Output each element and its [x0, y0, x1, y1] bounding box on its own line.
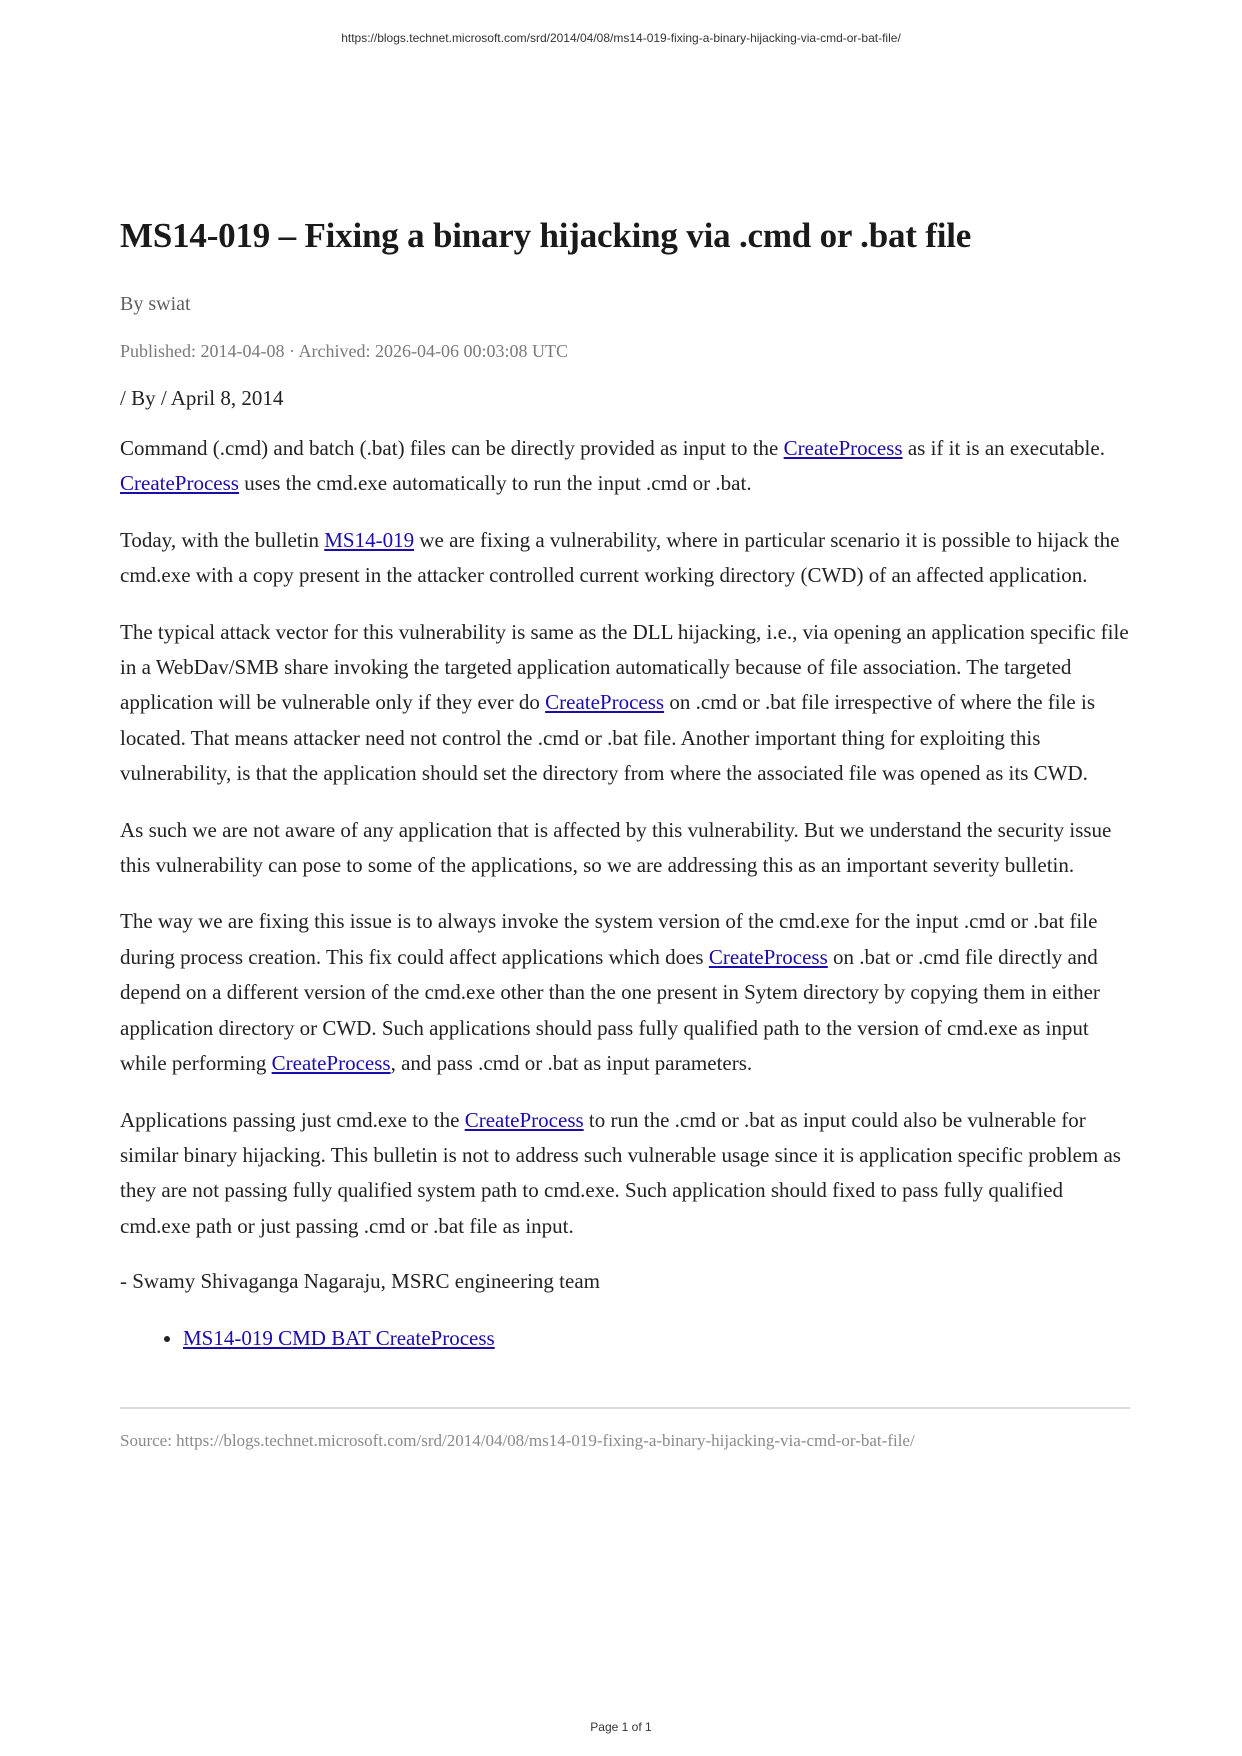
list-item [183, 1321, 1130, 1356]
dateline: / By / April 8, 2014 [120, 386, 284, 410]
byline: By swiat [120, 293, 191, 315]
text-segment: we are fixing a vulnerability, where in particular scenario it is possible to hijack the cmd.exe with a copy present in the attacker controlled current working directory (CWD) of an affected application. [120, 527, 1120, 588]
page-number: Page 1 of 1 [590, 1720, 652, 1734]
paragraph-4: As such we are not aware of any application that is affected by this vulnerability. But we understand the security issue this vulnerability can pose to some of the applications, so we are addressing this as an important severity bulletin. [120, 817, 1112, 878]
text-segment: on .bat or .cmd file directly and depend on a different version of the cmd.exe other than the one present in Sytem directory by copying them in either application directory or CWD. Such applications should pass fully qualified path to the version of cmd.exe as input while performing [120, 944, 1100, 1076]
text-segment: on .cmd or .bat file irrespective of where the file is located. That means attacker need not control the .cmd or .bat file. Another important thing for exploiting this vulnerability, is that the application should set the directory from where the associated file was opened as its CWD. [120, 690, 1096, 786]
paragraph-6 [120, 1103, 1130, 1245]
text-segment: as if it is an executable. [902, 436, 1105, 460]
tag-list [120, 1321, 1130, 1356]
paragraph-1 [120, 431, 1130, 502]
text-segment: Applications passing just cmd.exe to the [120, 1107, 465, 1132]
createprocess-link[interactable]: CreateProcess [783, 436, 903, 460]
createprocess-link[interactable]: CreateProcess [545, 690, 665, 715]
ms14-019-link[interactable]: MS14-019 [324, 527, 415, 552]
text-segment: The typical attack vector for this vulnerability is same as the DLL hijacking, i.e., via opening an application specific file in a WebDav/SMB share invoking the targeted application automatically because of file association. The targeted application will be vulnerable only if they ever do [120, 619, 1129, 715]
createprocess-link[interactable]: CreateProcess [464, 1107, 584, 1132]
createprocess-link[interactable]: CreateProcess [271, 1051, 391, 1076]
createprocess-link[interactable]: CreateProcess [120, 471, 239, 496]
text-segment: to run the .cmd or .bat as input could also be vulnerable for similar binary hijacking. This bulletin is not to address such vulnerable usage since it is application specific problem as they are not passing fully qualified system path to cmd.exe. Such application should fixed to pass fully qualified cmd.exe path or just passing .cmd or .bat file as input. [120, 1107, 1121, 1238]
header-url: https://blogs.technet.microsoft.com/srd/2014/04/08/ms14-019-fixing-a-binary-hijacking-via-cmd-or-bat-file/ [341, 31, 901, 45]
text-segment: uses the cmd.exe automatically to run the input .cmd or .bat. [238, 471, 752, 496]
paragraph-3 [120, 615, 1130, 792]
paragraph-2 [120, 523, 1130, 594]
author-signature: - Swamy Shivaganga Nagaraju, MSRC engineering team [120, 1269, 600, 1294]
text-segment: , and pass .cmd or .bat as input parameters. [390, 1051, 753, 1076]
text-segment: The way we are fixing this issue is to always invoke the system version of the cmd.exe for the input .cmd or .bat file during process creation. This fix could affect applications which does [120, 909, 1098, 969]
divider [120, 1407, 1130, 1409]
text-segment: Command (.cmd) and batch (.bat) files can be directly provided as input to the [120, 436, 784, 460]
publish-meta: Published: 2014-04-08 · Archived: 2026-04-06 00:03:08 UTC [120, 341, 568, 361]
paragraph-5 [120, 904, 1130, 1081]
source-line: Source: https://blogs.technet.microsoft.com/srd/2014/04/08/ms14-019-fixing-a-binary-hijacking-via-cmd-or-bat-file/ [120, 1431, 915, 1451]
article-title: MS14-019 – Fixing a binary hijacking via .cmd or .bat file [120, 216, 972, 255]
text-segment: Today, with the bulletin [120, 527, 325, 552]
article [120, 212, 1130, 1453]
createprocess-link[interactable]: CreateProcess [708, 944, 828, 969]
tag-link[interactable]: MS14-019 CMD BAT CreateProcess [183, 1326, 495, 1351]
